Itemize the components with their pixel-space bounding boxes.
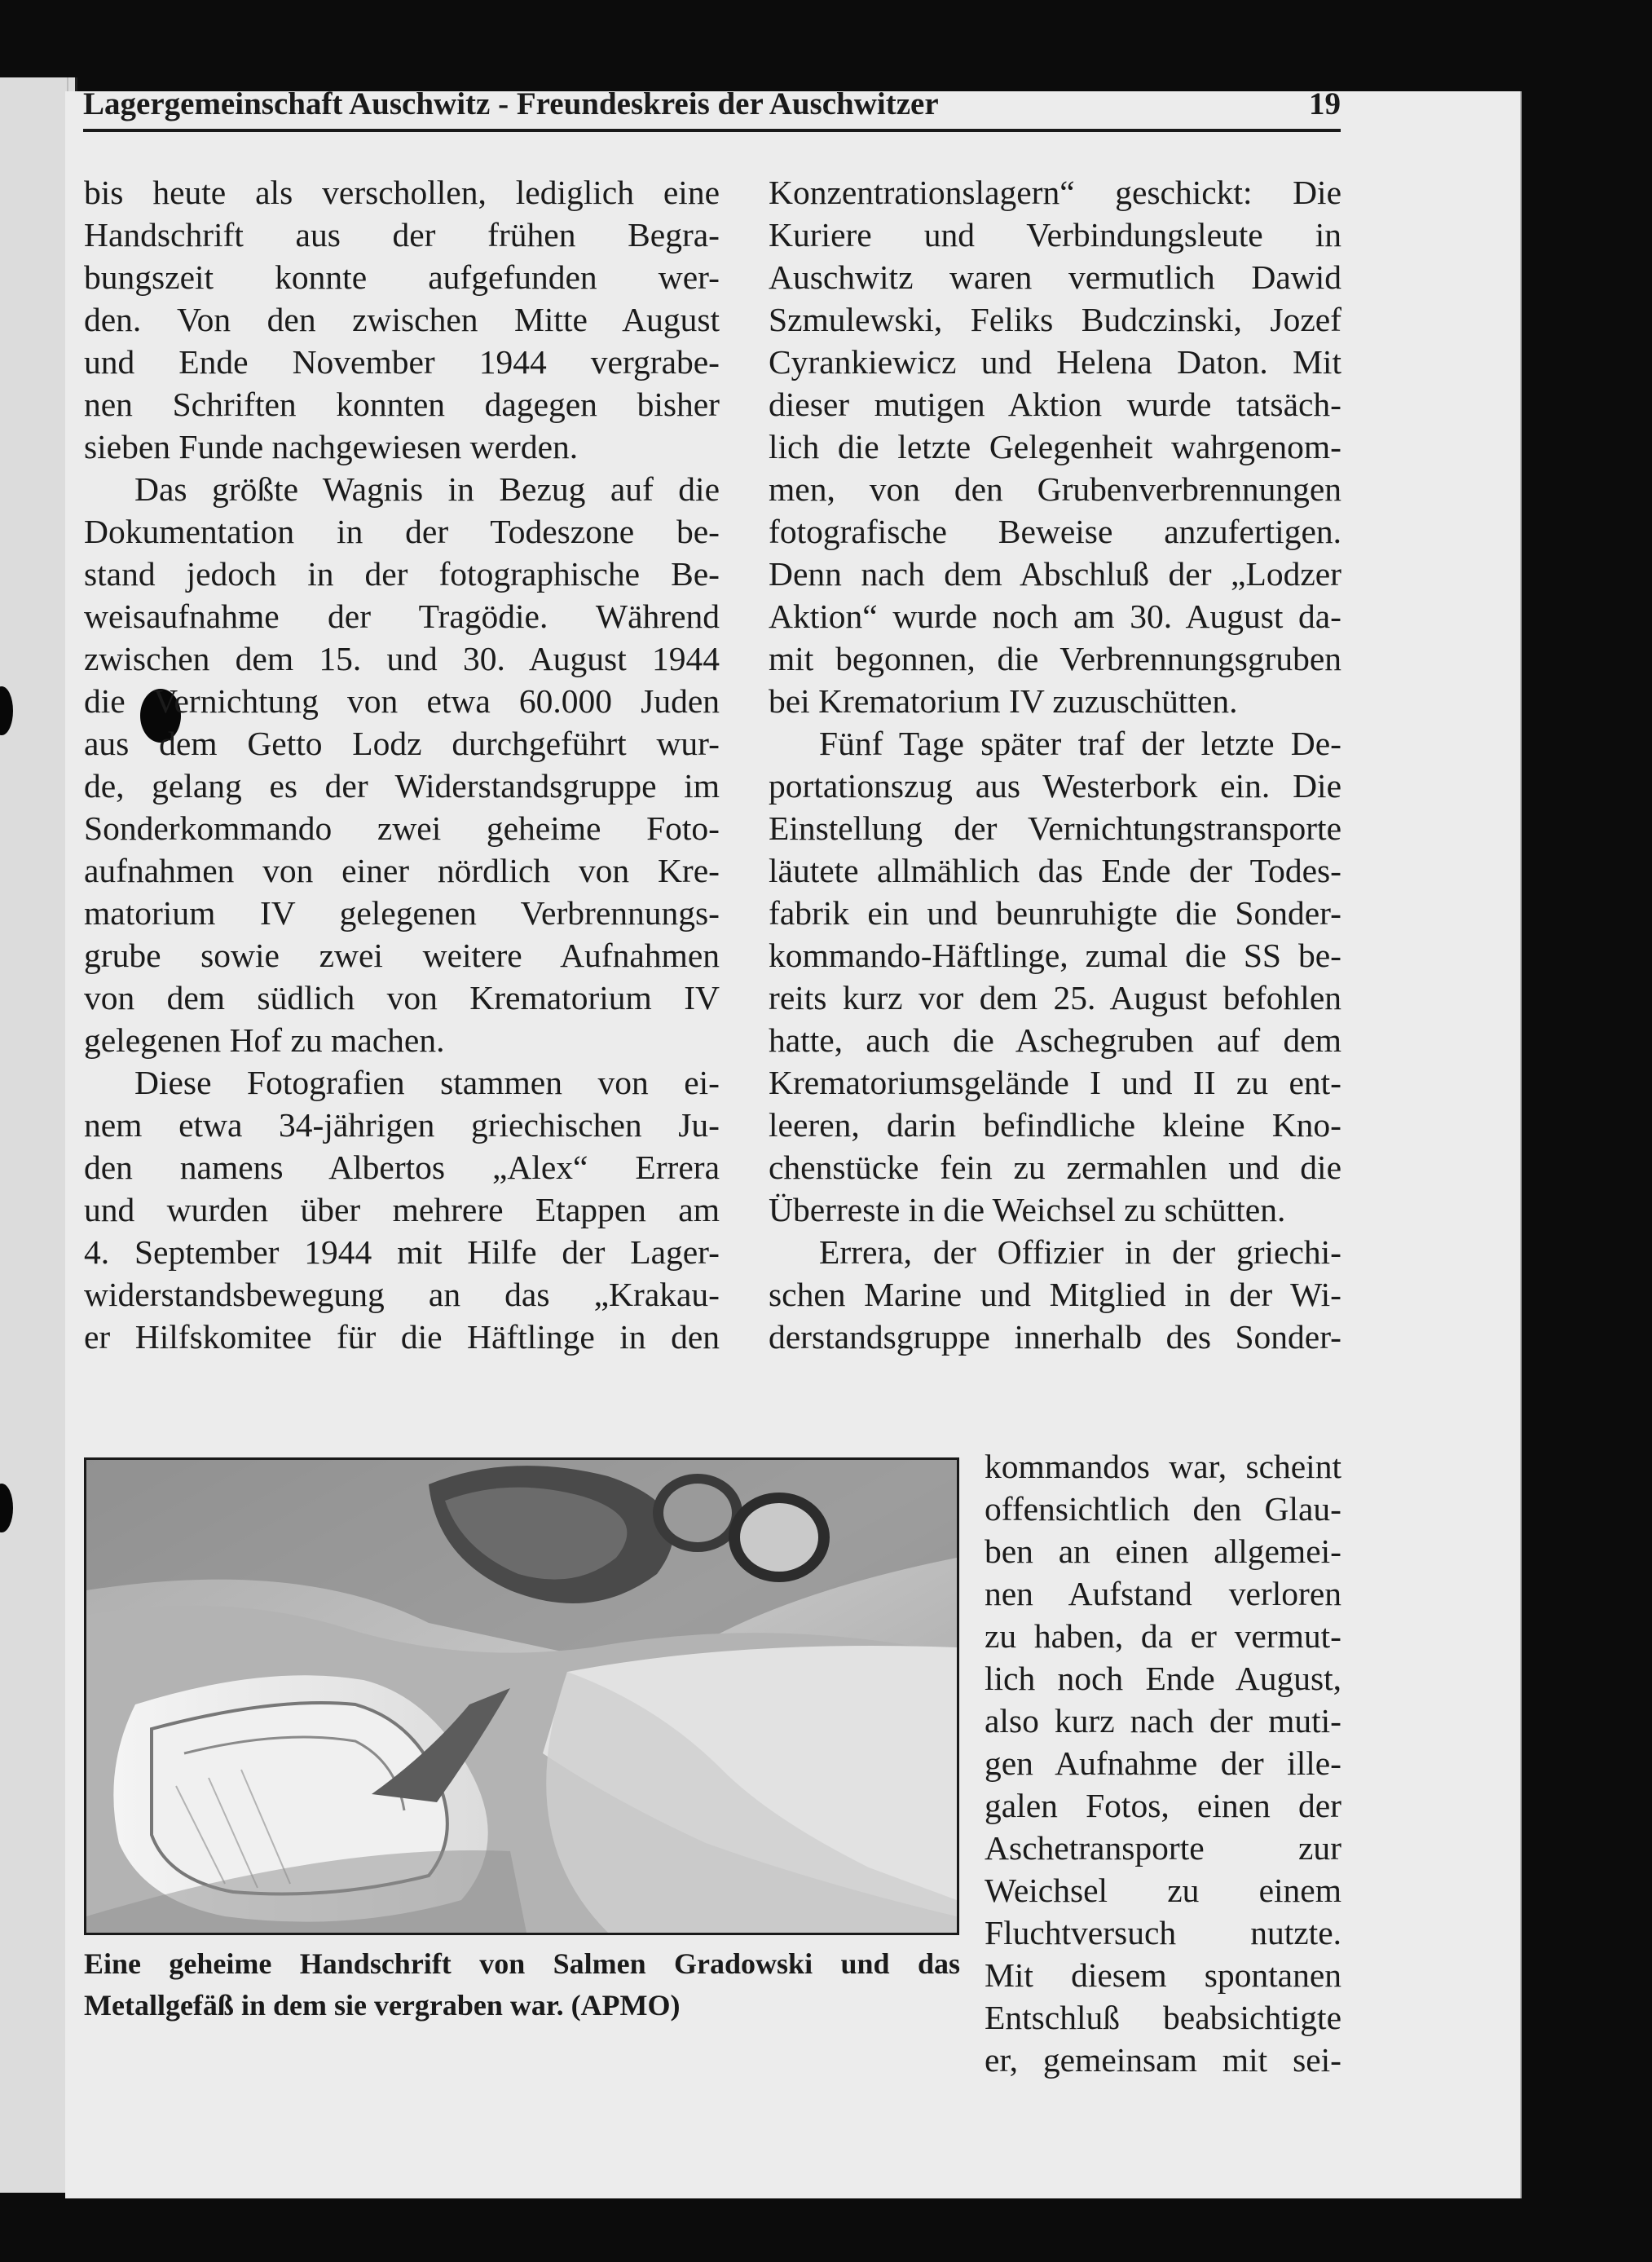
right-column — [769, 171, 1341, 1358]
text-line: widerstandsbewegung an das „Krakau- — [84, 1276, 720, 1313]
text-line: er Hilfskomitee für die Häftlinge in den — [84, 1318, 720, 1356]
right-column-narrow — [985, 1445, 1341, 2081]
text-line: dieser mutigen Aktion wurde tatsäch- — [769, 386, 1341, 423]
text-line: portationszug aus Westerbork ein. Die — [769, 767, 1341, 805]
text-line: aus dem Getto Lodz durchgeführt wur- — [84, 725, 720, 762]
text-line: Kuriere und Verbindungsleute in — [769, 216, 1341, 254]
text-line: zu haben, da er vermut- — [985, 1617, 1341, 1655]
left-column — [84, 171, 720, 1358]
text-line: de, gelang es der Widerstandsgruppe im — [84, 767, 720, 805]
text-line: chenstücke fein zu zermahlen und die — [769, 1149, 1341, 1186]
text-line: Aktion“ wurde noch am 30. August da- — [769, 597, 1341, 635]
text-line: stand jedoch in der fotographische Be- — [84, 555, 720, 593]
text-line: grube sowie zwei weitere Aufnahmen — [84, 937, 720, 974]
text-line: also kurz nach der muti- — [985, 1702, 1341, 1739]
text-line: bis heute als verschollen, lediglich eine — [84, 174, 720, 211]
text-line: sieben Funde nachgewiesen werden. — [84, 428, 579, 465]
text-line: Aschetransporte zur — [985, 1829, 1341, 1867]
text-line: ben an einen allgemei- — [985, 1532, 1341, 1570]
text-line: Überreste in die Weichsel zu schütten. — [769, 1191, 1286, 1228]
text-line: weisaufnahme der Tragödie. Während — [84, 597, 720, 635]
text-line: Dokumentation in der Todeszone be- — [84, 513, 720, 550]
text-line: 4. September 1944 mit Hilfe der Lager- — [84, 1233, 720, 1271]
text-line: Das größte Wagnis in Bezug auf die — [134, 470, 720, 508]
text-line: die Vernichtung von etwa 60.000 Juden — [84, 682, 720, 720]
text-line: zwischen dem 15. und 30. August 1944 — [84, 640, 720, 677]
header-title: Lagergemeinschaft Auschwitz - Freundeskreis der Auschwitzer — [83, 86, 939, 121]
text-line: nen Schriften konnten dagegen bisher — [84, 386, 720, 423]
text-line: bungszeit konnte aufgefunden wer- — [84, 258, 720, 296]
text-line: und wurden über mehrere Etappen am — [84, 1191, 720, 1228]
text-line: schen Marine und Mitglied in der Wi- — [769, 1276, 1341, 1313]
text-line: Entschluß beabsichtigte — [985, 1999, 1341, 2036]
text-line: lich noch Ende August, — [985, 1660, 1341, 1697]
text-line: gelegenen Hof zu machen. — [84, 1021, 445, 1059]
text-line: Krematoriumsgelände I und II zu ent- — [769, 1064, 1341, 1101]
text-line: kommandos war, scheint — [985, 1448, 1341, 1485]
text-line: Errera, der Offizier in der griechi- — [819, 1233, 1341, 1271]
text-line: leeren, darin befindliche kleine Kno- — [769, 1106, 1341, 1144]
text-line: matorium IV gelegenen Verbrennungs- — [84, 894, 720, 932]
text-line: und Ende November 1944 vergrabe- — [84, 343, 720, 381]
text-line: fabrik ein und beunruhigte die Sonder- — [769, 894, 1341, 932]
text-line: Weichsel zu einem — [985, 1872, 1341, 1909]
text-line: den. Von den zwischen Mitte August — [84, 301, 720, 338]
text-line: den namens Albertos „Alex“ Errera — [84, 1149, 720, 1186]
text-line: bei Krematorium IV zuzuschütten. — [769, 682, 1238, 720]
text-line: Cyrankiewicz und Helena Daton. Mit — [769, 343, 1341, 381]
text-line: hatte, auch die Aschegruben auf dem — [769, 1021, 1341, 1059]
text-line: offensichtlich den Glau- — [985, 1490, 1341, 1528]
text-line: Szmulewski, Feliks Budczinski, Jozef — [769, 301, 1341, 338]
page-number: 19 — [1309, 86, 1341, 121]
text-line: nen Aufstand verloren — [985, 1575, 1341, 1612]
text-line: aufnahmen von einer nördlich von Kre- — [84, 852, 720, 889]
text-line: derstandsgruppe innerhalb des Sonder- — [769, 1318, 1341, 1356]
text-line: von dem südlich von Krematorium IV — [84, 979, 720, 1016]
text-line: kommando-Häftlinge, zumal die SS be- — [769, 937, 1341, 974]
text-line: nem etwa 34-jährigen griechischen Ju- — [84, 1106, 720, 1144]
text-line: Denn nach dem Abschluß der „Lodzer — [769, 555, 1341, 593]
text-line: men, von den Grubenverbrennungen — [769, 470, 1341, 508]
text-line: galen Fotos, einen der — [985, 1787, 1341, 1824]
text-line: reits kurz vor dem 25. August befohlen — [769, 979, 1341, 1016]
text-line: Einstellung der Vernichtungstransporte — [769, 809, 1341, 847]
caption-line: Metallgefäß in dem sie vergraben war. (APMO) — [84, 1989, 681, 2022]
text-line: Auschwitz waren vermutlich Dawid — [769, 258, 1341, 296]
text-line: lich die letzte Gelegenheit wahrgenom- — [769, 428, 1341, 465]
text-line: Diese Fotografien stammen von ei- — [134, 1064, 720, 1101]
text-line: fotografische Beweise anzufertigen. — [769, 513, 1341, 550]
text-line: Sonderkommando zwei geheime Foto- — [84, 809, 720, 847]
text-line: Fluchtversuch nutzte. — [985, 1914, 1341, 1951]
text-line: gen Aufnahme der ille- — [985, 1744, 1341, 1782]
figure-caption — [84, 1943, 960, 2026]
text-line: Konzentrationslagern“ geschickt: Die — [769, 174, 1341, 211]
text-line: Mit diesem spontanen — [985, 1956, 1341, 1994]
caption-line: Eine geheime Handschrift von Salmen Gradowski und das — [84, 1947, 960, 1980]
text-line: mit begonnen, die Verbrennungsgruben — [769, 640, 1341, 677]
photo-manuscript-and-vessel — [84, 1457, 959, 1935]
running-header — [83, 84, 1341, 132]
text-line: läutete allmählich das Ende der Todes- — [769, 852, 1341, 889]
text-line: er, gemeinsam mit sei- — [985, 2041, 1341, 2079]
text-line: Handschrift aus der frühen Begra- — [84, 216, 720, 254]
text-line: Fünf Tage später traf der letzte De- — [819, 725, 1341, 762]
